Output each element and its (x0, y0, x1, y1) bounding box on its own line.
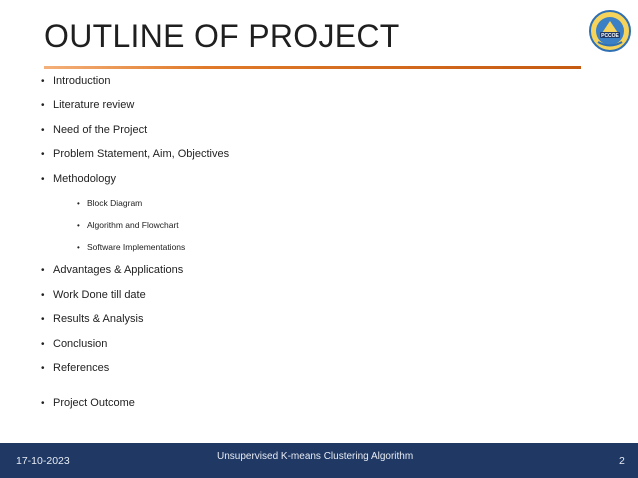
title-underline (44, 66, 581, 69)
outline-item-methodology: • Methodology (41, 173, 116, 185)
outline-item-introduction: • Introduction (41, 75, 111, 87)
outline-subitem-software-implementations: • Software Implementations (77, 242, 186, 252)
slide-title: OUTLINE OF PROJECT (44, 18, 400, 54)
outline-item-work-done: • Work Done till date (41, 289, 146, 301)
outline-item-results-analysis: • Results & Analysis (41, 313, 144, 325)
svg-text:PCCOE: PCCOE (601, 33, 619, 39)
outline-subitem-block-diagram: • Block Diagram (77, 198, 143, 208)
outline-item-need-of-project: • Need of the Project (41, 124, 148, 136)
page-number: 2 (619, 455, 625, 467)
outline-item-advantages: • Advantages & Applications (41, 264, 184, 276)
outline-item-references: • References (41, 362, 110, 374)
outline-item-project-outcome: • Project Outcome (41, 397, 135, 409)
footer-date: 17-10-2023 (16, 455, 70, 467)
college-logo-icon (588, 9, 632, 53)
outline-item-conclusion: • Conclusion (41, 338, 108, 350)
outline-item-problem-statement: • Problem Statement, Aim, Objectives (41, 148, 230, 160)
footer-title: Unsupervised K-means Clustering Algorithm (217, 451, 414, 462)
outline-item-literature-review: • Literature review (41, 99, 135, 111)
outline-subitem-algorithm-flowchart: • Algorithm and Flowchart (77, 220, 179, 230)
